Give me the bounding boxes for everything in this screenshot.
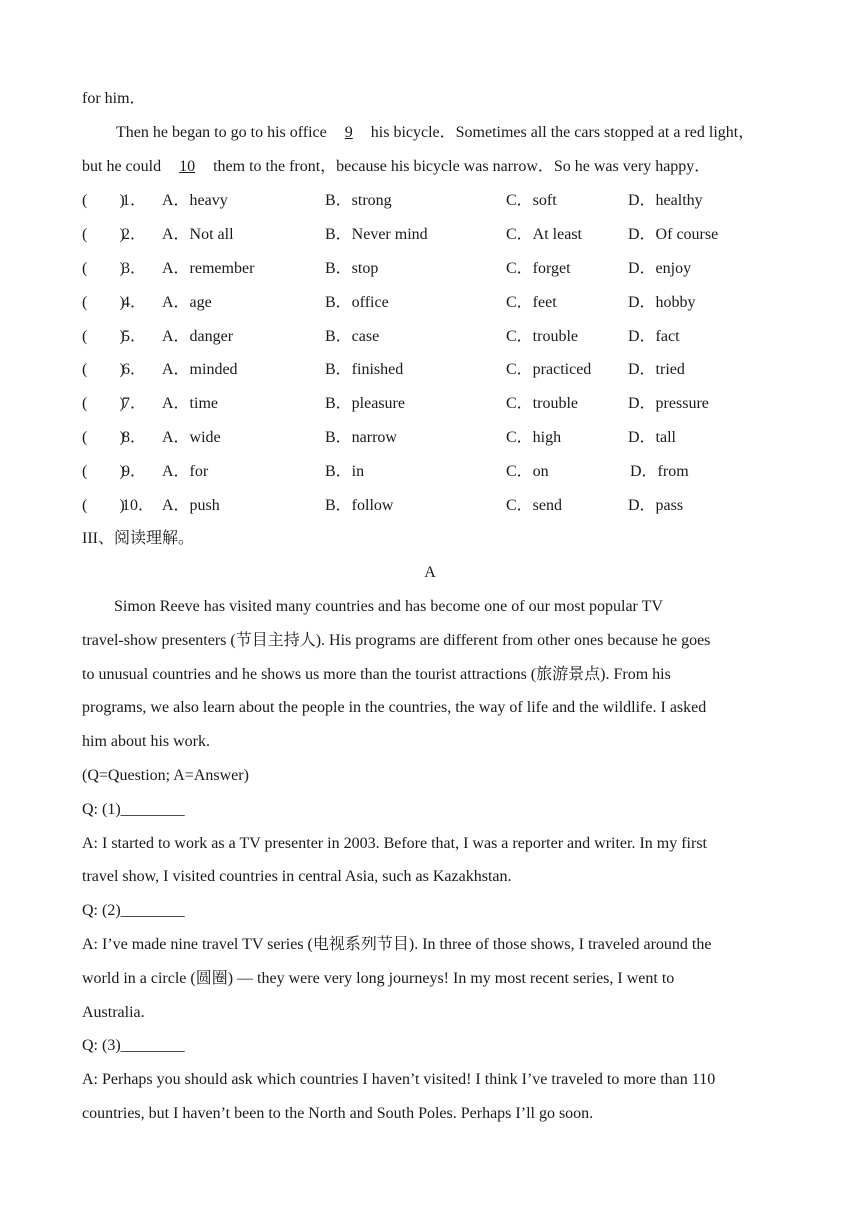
option-d: D．from (630, 463, 689, 480)
question-number: 2． (122, 226, 147, 243)
answer-blank[interactable]: 9 (344, 124, 353, 141)
option-b: B．in (325, 463, 365, 480)
question-row (82, 191, 820, 211)
option-a: A．danger (162, 328, 234, 345)
option-d: D．healthy (628, 192, 703, 209)
text-line (116, 123, 754, 143)
option-c: C．trouble (506, 395, 578, 412)
passage-line: world in a circle (圆圈) — they were very long journeys! In my most recent series, I went to (82, 970, 675, 987)
text-line (82, 157, 710, 177)
answer-parentheses[interactable]: ( ) (82, 328, 125, 345)
option-c: C．forget (506, 260, 571, 277)
passage-line: Australia. (82, 1004, 145, 1021)
section-heading: III、阅读理解。 (82, 530, 194, 547)
question-number: 9． (122, 463, 147, 480)
option-a: A．for (162, 463, 209, 480)
option-b: B．case (325, 328, 380, 345)
text-line: for him． (82, 90, 146, 107)
answer-parentheses[interactable]: ( ) (82, 294, 125, 311)
question-number: 4． (122, 294, 147, 311)
question-number: 6． (122, 361, 147, 378)
option-d: D．pass (628, 497, 684, 514)
option-b: B．follow (325, 497, 394, 514)
passage-line: travel-show presenters (节目主持人). His programs are different from other ones because he goes (82, 632, 711, 649)
option-a: A．age (162, 294, 212, 311)
option-d: D．enjoy (628, 260, 692, 277)
option-d: D．tall (628, 429, 676, 446)
answer-parentheses[interactable]: ( ) (82, 226, 125, 243)
option-b: B．Never mind (325, 226, 428, 243)
question-number: 1． (122, 192, 147, 209)
question-row (82, 360, 820, 380)
question-number: 7． (122, 395, 147, 412)
question-number: 5． (122, 328, 147, 345)
question-row (82, 259, 820, 279)
passage-label: A (424, 564, 436, 581)
answer-blank[interactable]: 10 (179, 158, 196, 175)
option-d: D．tried (628, 361, 685, 378)
text-segment: them to the front，because his bicycle was narrow．So he was very happy． (213, 158, 711, 175)
question-row (82, 293, 820, 313)
question-blank-line[interactable]: Q: (3)________ (82, 1037, 185, 1054)
question-number: 3． (122, 260, 147, 277)
passage-line: A: I’ve made nine travel TV series (电视系列节目). In three of those shows, I traveled around the (82, 936, 712, 953)
option-a: A．wide (162, 429, 221, 446)
option-d: D．hobby (628, 294, 696, 311)
answer-parentheses[interactable]: ( ) (82, 497, 125, 514)
option-b: B．strong (325, 192, 392, 209)
question-row (82, 225, 820, 245)
question-number: 10． (122, 497, 155, 514)
passage-line: Simon Reeve has visited many countries and has become one of our most popular TV (114, 598, 663, 615)
passage-line: (Q=Question; A=Answer) (82, 767, 249, 784)
passage-line: countries, but I haven’t been to the North and South Poles. Perhaps I’ll go soon. (82, 1105, 594, 1122)
option-c: C．on (506, 463, 549, 480)
option-c: C．At least (506, 226, 582, 243)
option-d: D．Of course (628, 226, 719, 243)
option-c: C．soft (506, 192, 557, 209)
option-b: B．office (325, 294, 389, 311)
question-blank-line[interactable]: Q: (1)________ (82, 801, 185, 818)
option-c: C．high (506, 429, 562, 446)
option-a: A．minded (162, 361, 238, 378)
passage-line: to unusual countries and he shows us more than the tourist attractions (旅游景点). From his (82, 666, 671, 683)
option-c: C．practiced (506, 361, 592, 378)
question-row (82, 496, 820, 516)
passage-line: A: I started to work as a TV presenter in 2003. Before that, I was a reporter and writer. In my first (82, 835, 707, 852)
question-row (82, 394, 820, 414)
text-segment: his bicycle．Sometimes all the cars stopped at a red light， (370, 124, 755, 141)
option-b: B．finished (325, 361, 404, 378)
option-a: A．push (162, 497, 220, 514)
option-d: D．pressure (628, 395, 709, 412)
answer-parentheses[interactable]: ( ) (82, 429, 125, 446)
answer-parentheses[interactable]: ( ) (82, 361, 125, 378)
option-a: A．Not all (162, 226, 234, 243)
option-c: C．send (506, 497, 563, 514)
question-blank-line[interactable]: Q: (2)________ (82, 902, 185, 919)
option-d: D．fact (628, 328, 680, 345)
passage-line: A: Perhaps you should ask which countries I haven’t visited! I think I’ve traveled to more than 110 (82, 1071, 716, 1088)
answer-parentheses[interactable]: ( ) (82, 260, 125, 277)
option-c: C．trouble (506, 328, 578, 345)
question-row (82, 428, 820, 448)
passage-line: him about his work. (82, 733, 210, 750)
question-row (82, 462, 820, 482)
option-b: B．stop (325, 260, 379, 277)
question-row (82, 327, 820, 347)
option-a: A．remember (162, 260, 255, 277)
option-a: A．time (162, 395, 218, 412)
text-segment: Then he began to go to his office (116, 124, 327, 141)
answer-parentheses[interactable]: ( ) (82, 463, 125, 480)
option-a: A．heavy (162, 192, 228, 209)
option-b: B．pleasure (325, 395, 405, 412)
passage-line: programs, we also learn about the people in the countries, the way of life and the wildlife. I asked (82, 699, 707, 716)
passage-line: travel show, I visited countries in central Asia, such as Kazakhstan. (82, 868, 512, 885)
text-segment: but he could (82, 158, 162, 175)
option-b: B．narrow (325, 429, 397, 446)
answer-parentheses[interactable]: ( ) (82, 192, 125, 209)
answer-parentheses[interactable]: ( ) (82, 395, 125, 412)
question-number: 8． (122, 429, 147, 446)
option-c: C．feet (506, 294, 557, 311)
